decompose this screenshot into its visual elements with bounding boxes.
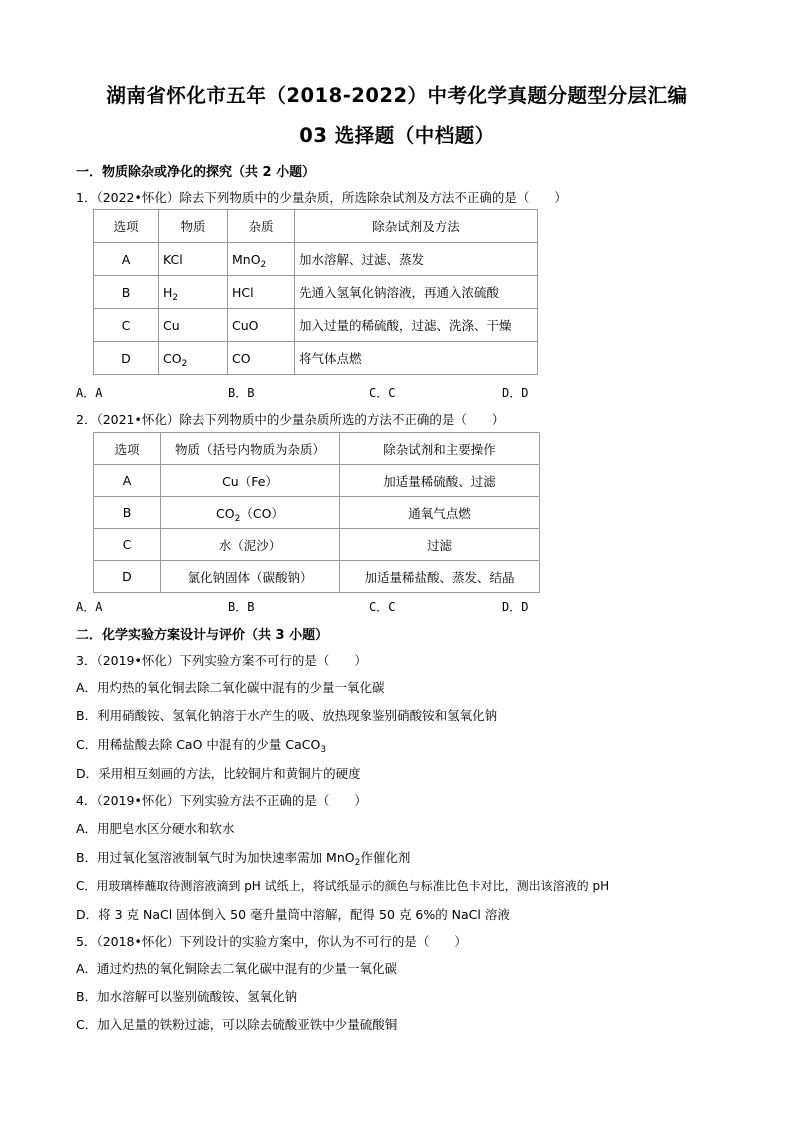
q2-choice-b: B．B	[228, 600, 255, 614]
q1-choice-d: D．D	[502, 386, 529, 400]
q3-option-a: A．用灼热的氧化铜去除二氧化碳中混有的少量一氧化碳	[76, 680, 385, 695]
row-substance: Cu（Fe）	[161, 465, 340, 497]
q4-option-b: B．用过氧化氢溶液制氧气时为加快速率需加 MnO$_2$作催化剂	[76, 850, 411, 868]
row-substance: 水（泥沙）	[161, 529, 340, 561]
question-1-stem: 1．（2022•怀化）除去下列物质中的少量杂质，所选除杂试剂及方法不正确的是（ ）	[76, 190, 567, 205]
row-substance: $CO_2$	[159, 342, 228, 375]
q5-option-b: B．加水溶解可以鉴别硫酸铵、氢氧化钠	[76, 989, 298, 1004]
header-option: 选项	[94, 433, 161, 465]
row-substance: $H_2$	[159, 276, 228, 309]
row-option: D	[94, 342, 159, 375]
row-method: 加适量稀硫酸、过滤	[340, 465, 540, 497]
question-5-stem: 5．（2018•怀化）下列设计的实验方案中，你认为不可行的是（ ）	[76, 934, 467, 949]
row-option: D	[94, 561, 161, 593]
q3-option-c: C．用稀盐酸去除 CaO 中混有的少量 CaCO$_3$	[76, 737, 327, 755]
table-header-row	[94, 210, 538, 243]
question-1-table	[93, 209, 538, 375]
header-method: 除杂试剂和主要操作	[340, 433, 540, 465]
row-substance: $CO_2(CO)$	[161, 497, 340, 529]
table-row	[94, 529, 540, 561]
q3-option-d: D．采用相互刻画的方法，比较铜片和黄铜片的硬度	[76, 766, 361, 781]
section-heading-1: 一．物质除杂或净化的探究（共 2 小题）	[76, 165, 316, 180]
row-impurity: HCl	[228, 276, 295, 309]
row-method: 加适量稀盐酸、蒸发、结晶	[340, 561, 540, 593]
page-title: 湖南省怀化市五年（2018-2022）中考化学真题分题型分层汇编	[106, 84, 688, 107]
section-heading-2: 二．化学实验方案设计与评价（共 3 小题）	[76, 628, 329, 643]
q2-choice-a: A．A	[76, 600, 103, 614]
row-method: 加水溶解、过滤、蒸发	[295, 243, 538, 276]
question-2-stem: 2．（2021•怀化）除去下列物质中的少量杂质所选的方法不正确的是（ ）	[76, 412, 505, 427]
header-option: 选项	[94, 210, 159, 243]
q4-option-c: C．用玻璃棒蘸取待测溶液滴到 pH 试纸上，将试纸显示的颜色与标准比色卡对比，测出该溶液的 pH	[76, 879, 610, 893]
row-impurity: CO	[228, 342, 295, 375]
row-option: A	[94, 465, 161, 497]
row-option: C	[94, 529, 161, 561]
q2-choice-d: D．D	[502, 600, 529, 614]
row-impurity: CuO	[228, 309, 295, 342]
table-row	[94, 465, 540, 497]
header-impurity: 杂质	[228, 210, 295, 243]
table-row	[94, 497, 540, 529]
question-4-stem: 4．（2019•怀化）下列实验方法不正确的是（ ）	[76, 793, 367, 808]
page-subtitle: 03 选择题（中档题）	[299, 124, 495, 147]
row-option: A	[94, 243, 159, 276]
table-row	[94, 561, 540, 593]
row-impurity: MnO$_2$	[228, 243, 295, 276]
row-option: B	[94, 497, 161, 529]
row-method: 先通入氢氧化钠溶液，再通入浓硫酸	[295, 276, 538, 309]
q4-option-a: A．用肥皂水区分硬水和软水	[76, 821, 235, 836]
table-row	[94, 276, 538, 309]
q1-choice-a: A．A	[76, 386, 103, 400]
row-substance: Cu	[159, 309, 228, 342]
q4-option-d: D．将 3 克 NaCl 固体倒入 50 毫升量筒中溶解，配得 50 克 6%的 NaCl 溶液	[76, 907, 510, 922]
q1-choice-c: C．C	[369, 386, 396, 400]
q1-choice-b: B．B	[228, 386, 255, 400]
question-2-table	[93, 432, 540, 593]
row-substance: 氯化钠固体（碳酸钠）	[161, 561, 340, 593]
q5-option-a: A．通过灼热的氧化铜除去二氧化碳中混有的少量一氧化碳	[76, 961, 398, 976]
row-option: C	[94, 309, 159, 342]
table-row	[94, 243, 538, 276]
header-substance: 物质（括号内物质为杂质）	[161, 433, 340, 465]
table-header-row	[94, 433, 540, 465]
q2-choice-c: C．C	[369, 600, 396, 614]
row-substance: KCl	[159, 243, 228, 276]
q3-option-b: B．利用硝酸铵、氢氧化钠溶于水产生的吸、放热现象鉴别硝酸铵和氢氧化钠	[76, 708, 498, 723]
table-row	[94, 342, 538, 375]
row-option: B	[94, 276, 159, 309]
row-method: 通氧气点燃	[340, 497, 540, 529]
question-3-stem: 3．（2019•怀化）下列实验方案不可行的是（ ）	[76, 653, 367, 668]
row-method: 过滤	[340, 529, 540, 561]
header-substance: 物质	[159, 210, 228, 243]
row-method: 加入过量的稀硫酸，过滤、洗涤、干燥	[295, 309, 538, 342]
table-row	[94, 309, 538, 342]
header-method: 除杂试剂及方法	[295, 210, 538, 243]
row-method: 将气体点燃	[295, 342, 538, 375]
q5-option-c: C．加入足量的铁粉过滤，可以除去硫酸亚铁中少量硫酸铜	[76, 1017, 398, 1032]
